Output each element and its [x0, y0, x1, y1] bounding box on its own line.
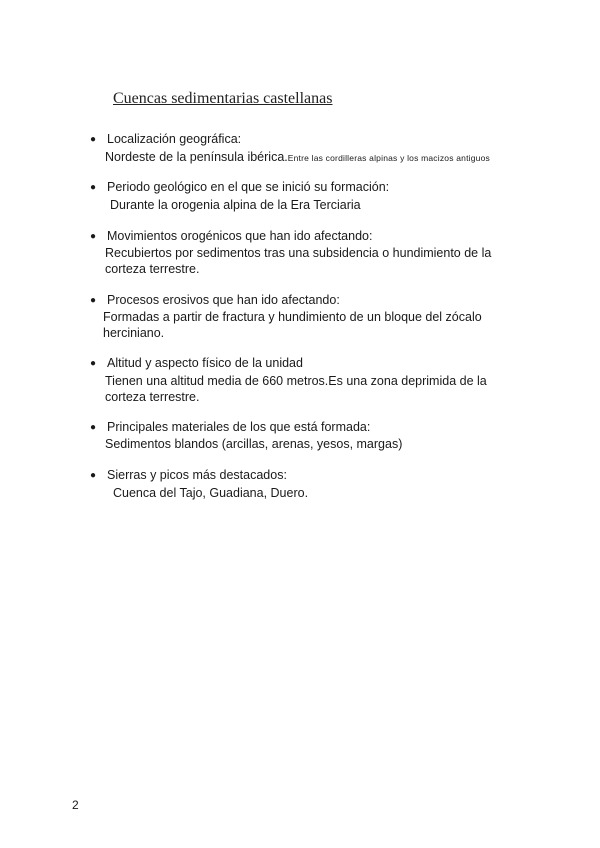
- item-heading: Principales materiales de los que está formada:: [107, 420, 371, 434]
- document-title: Cuencas sedimentarias castellanas: [113, 90, 333, 107]
- item-detail: Durante la orogenia alpina de la Era Terciaria: [110, 198, 361, 212]
- bullet-icon: ●: [90, 182, 97, 193]
- page-number: 2: [72, 798, 79, 812]
- item-detail: [105, 149, 545, 166]
- item-detail: Sedimentos blandos (arcillas, arenas, yesos, margas): [105, 437, 403, 451]
- item-heading: Periodo geológico en el que se inició su formación:: [107, 180, 390, 194]
- item-detail: Cuenca del Tajo, Guadiana, Duero.: [113, 486, 309, 500]
- bullet-icon: ●: [90, 358, 97, 369]
- bullet-icon: ●: [90, 134, 97, 145]
- item-heading: Movimientos orogénicos que han ido afectando:: [107, 229, 373, 243]
- bullet-icon: ●: [90, 422, 97, 433]
- bullet-icon: ●: [90, 295, 97, 306]
- item-detail: Recubiertos por sedimentos tras una subsidencia o hundimiento de la corteza terrestre.: [105, 246, 492, 276]
- item-heading: Altitud y aspecto físico de la unidad: [107, 356, 303, 370]
- item-detail: Formadas a partir de fractura y hundimiento de un bloque del zócalo herciniano.: [103, 310, 482, 340]
- item-heading: Sierras y picos más destacados:: [107, 468, 287, 482]
- item-heading: Localización geográfica:: [107, 132, 242, 146]
- item-detail-note: Entre las cordilleras alpinas y los macizos antiguos: [287, 153, 490, 163]
- bullet-icon: ●: [90, 231, 97, 242]
- bullet-icon: ●: [90, 470, 97, 481]
- item-detail-main: Nordeste de la península ibérica.: [105, 150, 288, 164]
- item-detail: Tienen una altitud media de 660 metros.Es una zona deprimida de la corteza terrestre.: [105, 374, 487, 404]
- item-heading: Procesos erosivos que han ido afectando:: [107, 293, 340, 307]
